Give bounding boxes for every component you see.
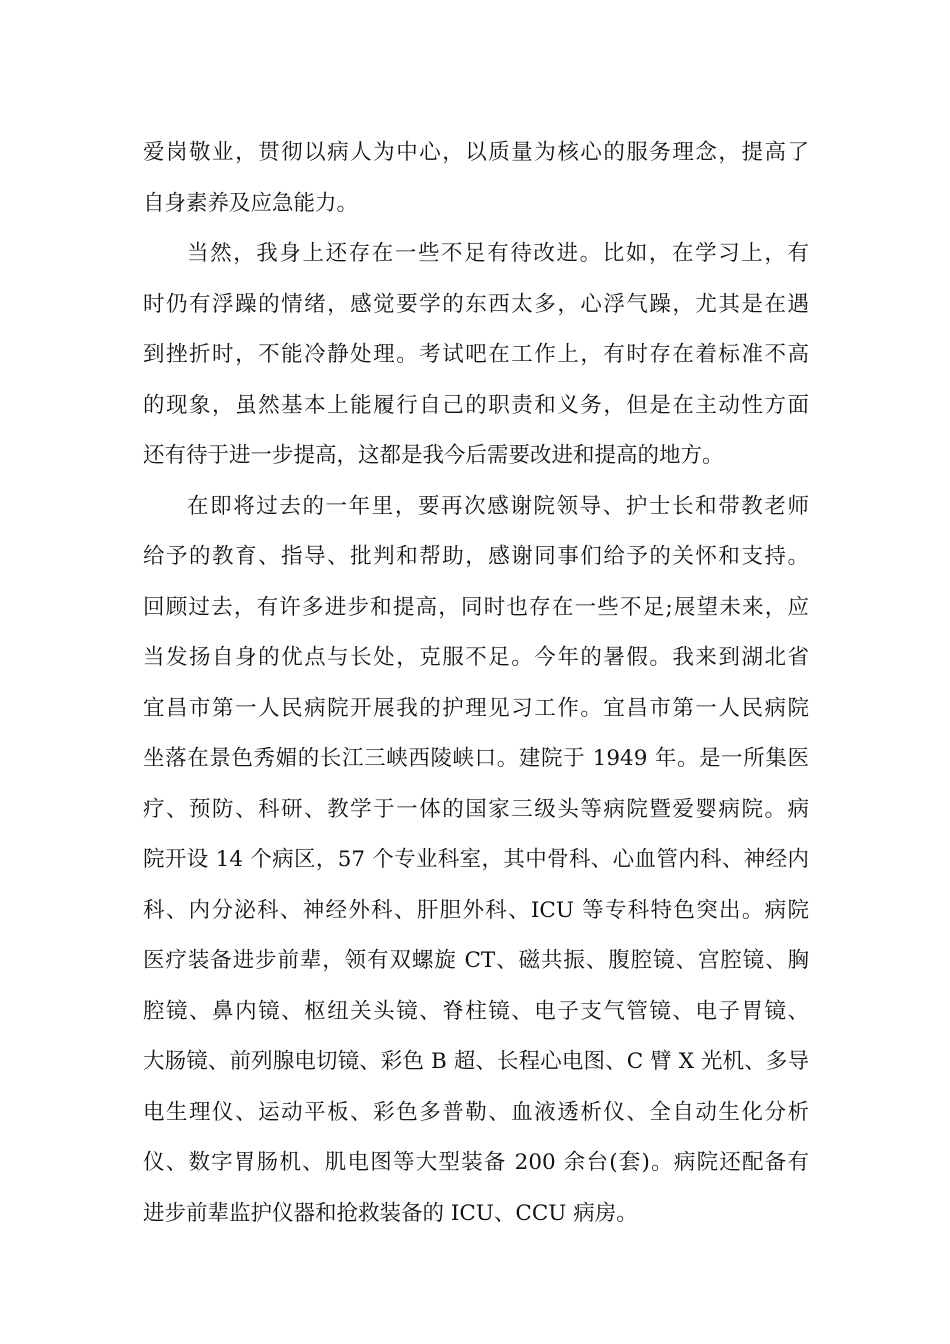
text-line: 宜昌市第一人民病院开展我的护理见习工作。宜昌市第一人民病院 <box>143 695 809 721</box>
text-line: 的现象，虽然基本上能履行自己的职责和义务，但是在主动性方面 <box>143 392 809 418</box>
text-line: 还有待于进一步提高，这都是我今后需要改进和提高的地方。 <box>143 443 724 468</box>
text-line: 时仍有浮躁的情绪，感觉要学的东西太多，心浮气躁，尤其是在遇 <box>143 291 809 317</box>
text-line: 医疗装备进步前辈，领有双螺旋 CT、磁共振、腹腔镜、宫腔镜、胸 <box>143 948 809 973</box>
text-line: 大肠镜、前列腺电切镜、彩色 B 超、长程心电图、C 臂 X 光机、多导 <box>143 1049 809 1074</box>
body-text <box>143 128 809 1239</box>
text-line: 进步前辈监护仪器和抢救装备的 ICU、CCU 病房。 <box>143 1200 638 1226</box>
text-line: 自身素养及应急能力。 <box>143 190 359 216</box>
text-line: 当发扬自身的优点与长处，克服不足。今年的暑假。我来到湖北省 <box>143 645 809 670</box>
paragraph-first-line: 当然，我身上还存在一些不足有待改进。比如，在学习上，有 <box>187 241 809 266</box>
text-line: 坐落在景色秀媚的长江三峡西陵峡口。建院于 1949 年。是一所集医 <box>143 746 809 771</box>
text-line: 到挫折时，不能冷静处理。考试吧在工作上，有时存在着标准不高 <box>143 342 809 367</box>
text-line: 回顾过去，有许多进步和提高，同时也存在一些不足;展望未来，应 <box>143 594 809 620</box>
text-line: 腔镜、鼻内镜、枢纽关头镜、脊柱镜、电子支气管镜、电子胃镜、 <box>143 998 809 1024</box>
text-line: 给予的教育、指导、批判和帮助，感谢同事们给予的关怀和支持。 <box>143 544 809 569</box>
text-line: 仪、数字胃肠机、肌电图等大型装备 200 余台(套)。病院还配备有 <box>143 1150 809 1175</box>
text-line: 爱岗敬业，贯彻以病人为中心，以质量为核心的服务理念，提高了 <box>143 140 809 165</box>
text-line: 电生理仪、运动平板、彩色多普勒、血液透析仪、全自动生化分析 <box>143 1099 809 1125</box>
text-line: 疗、预防、科研、教学于一体的国家三级头等病院暨爱婴病院。病 <box>143 796 809 822</box>
text-line: 科、内分泌科、神经外科、肝胆外科、ICU 等专科特色突出。病院 <box>143 897 809 923</box>
paragraph-first-line: 在即将过去的一年里，要再次感谢院领导、护士长和带教老师 <box>187 493 809 519</box>
text-line: 院开设 14 个病区，57 个专业科室，其中骨科、心血管内科、神经内 <box>143 847 809 872</box>
